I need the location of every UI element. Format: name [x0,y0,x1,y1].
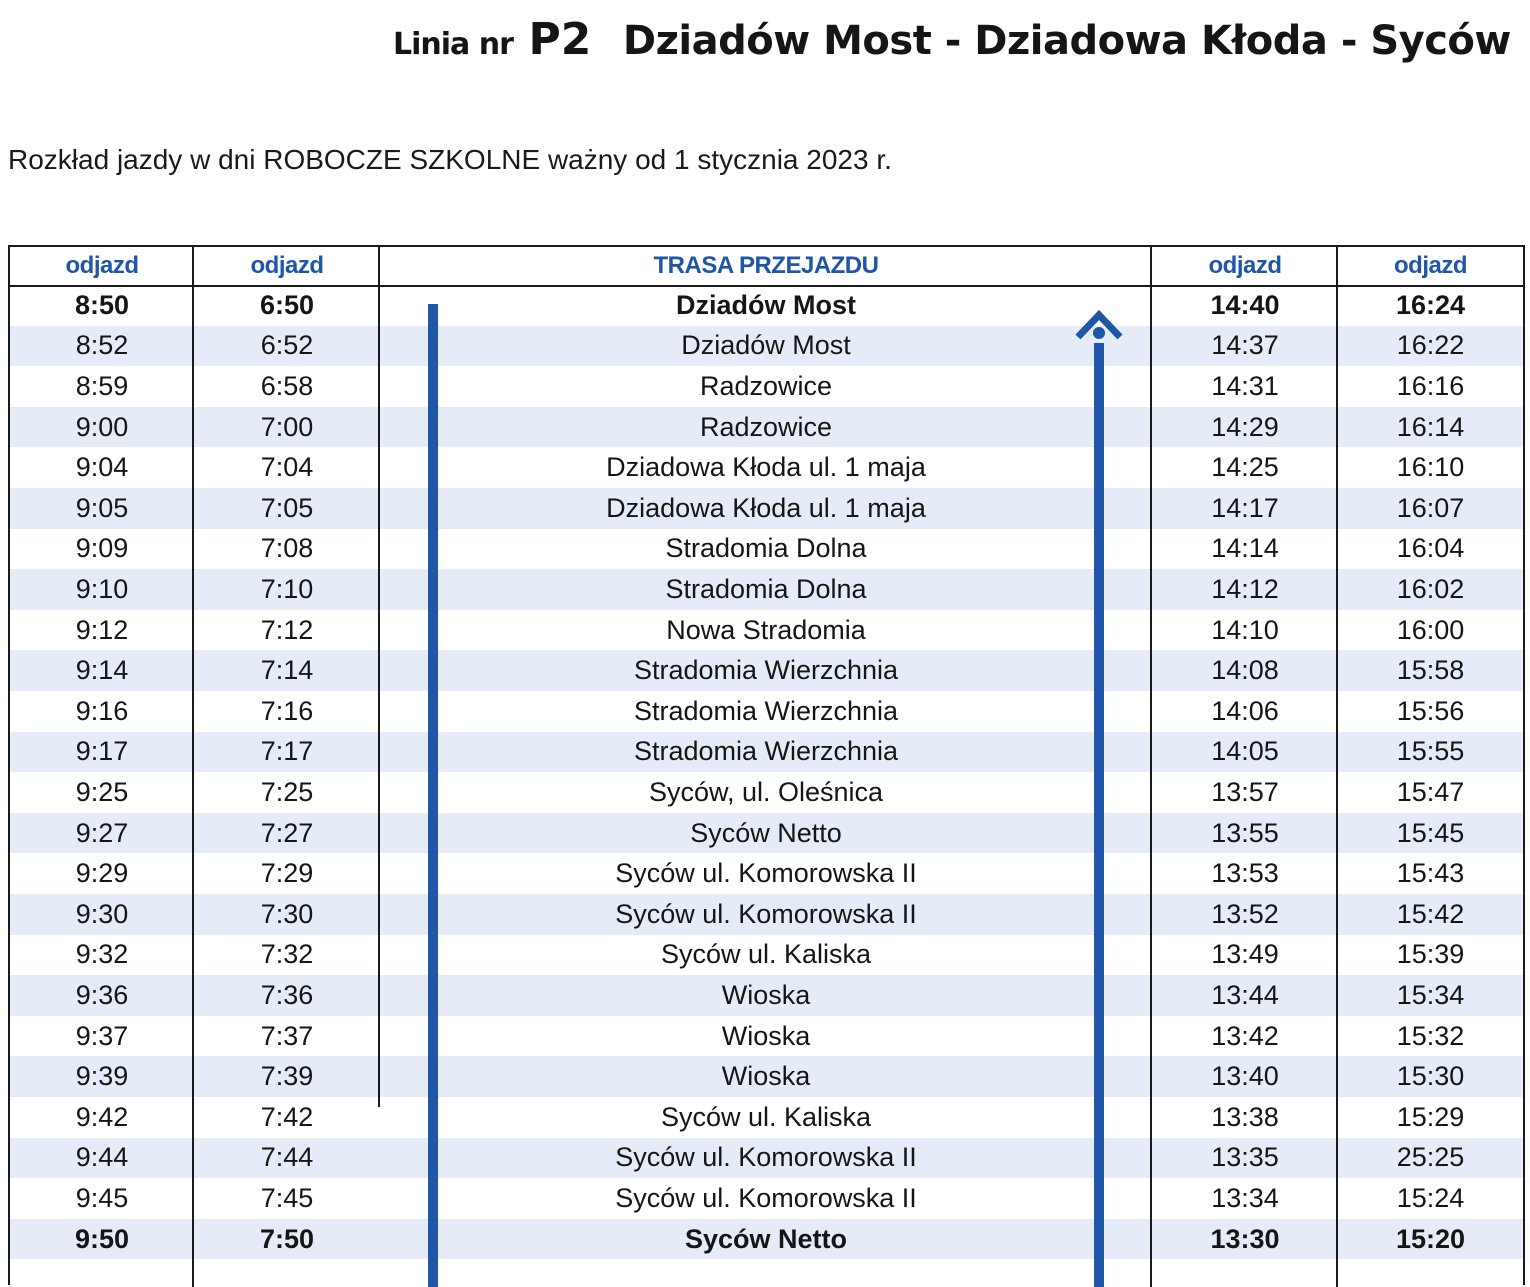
table-row [10,772,1523,813]
table-row [10,1219,1523,1260]
table-row [10,935,1523,976]
departure-time: 14:05 [1211,736,1279,767]
stop-name: Radzowice [699,370,833,401]
departure-time: 7:17 [260,736,314,767]
departure-time: 9:27 [75,817,129,848]
stop-name: Dziadów Most [681,330,851,361]
column-header-route: TRASA PRZEJAZDU [653,252,879,279]
route-up-line [1094,343,1104,1287]
departure-time: 9:09 [75,533,129,564]
departure-time: 13:57 [1211,776,1279,807]
stop-name: Syców ul. Kaliska [660,1101,872,1132]
table-row [10,1097,1523,1138]
departure-time: 16:00 [1396,614,1465,645]
departure-time: 7:12 [260,614,314,645]
column-header: odjazd [65,252,139,279]
timetable [8,245,1525,1285]
departure-time: 7:32 [260,939,314,970]
departure-time: 14:31 [1211,370,1279,401]
departure-time: 14:29 [1211,411,1279,442]
departure-time: 9:39 [75,1061,129,1092]
departure-time: 9:05 [75,492,129,523]
departure-time: 9:17 [75,736,129,767]
departure-time: 14:10 [1211,614,1279,645]
departure-time: 7:14 [260,655,314,686]
table-row [10,285,1523,326]
departure-time: 8:50 [74,289,130,320]
table-row [10,1178,1523,1219]
stop-name: Syców, ul. Oleśnica [648,776,884,807]
departure-time: 7:05 [260,492,314,523]
departure-time: 13:49 [1211,939,1279,970]
stop-name: Wioska [721,979,811,1010]
table-row [10,488,1523,529]
departure-time: 7:10 [260,573,314,604]
table-row [10,1056,1523,1097]
departure-time: 14:17 [1211,492,1279,523]
departure-time: 9:50 [74,1223,130,1254]
stop-name: Syców ul. Komorowska II [615,898,917,929]
route-name: Dziadów Most - Dziadowa Kłoda - Syców [622,18,1511,64]
table-row [10,447,1523,488]
departure-time: 15:30 [1396,1061,1465,1092]
stop-name: Stradomia Dolna [665,573,867,604]
departure-time: 14:12 [1211,573,1279,604]
departure-time: 9:10 [75,573,129,604]
departure-time: 15:55 [1396,736,1465,767]
column-header: odjazd [250,252,324,279]
departure-time: 13:34 [1211,1182,1279,1213]
departure-time: 15:58 [1396,655,1465,686]
stop-name: Syców ul. Kaliska [660,939,872,970]
stop-name: Stradomia Wierzchnia [633,736,899,767]
table-row [10,975,1523,1016]
departure-time: 8:52 [75,330,129,361]
departure-time: 9:25 [75,776,129,807]
table-row [10,529,1523,570]
departure-time: 16:14 [1396,411,1465,442]
departure-time: 13:55 [1211,817,1279,848]
table-row [10,650,1523,691]
departure-time: 9:42 [75,1101,129,1132]
departure-time: 7:42 [260,1101,314,1132]
table-row [10,732,1523,773]
departure-time: 14:37 [1211,330,1279,361]
table-row [10,853,1523,894]
column-divider [192,247,194,1287]
departure-time: 15:56 [1396,695,1465,726]
departure-time: 6:58 [260,370,314,401]
departure-time: 15:20 [1395,1223,1466,1254]
departure-time: 9:44 [75,1142,129,1173]
page-title [393,14,1511,84]
departure-time: 14:14 [1211,533,1279,564]
departure-time: 15:39 [1396,939,1465,970]
departure-time: 15:42 [1396,898,1465,929]
stop-name: Dziadów Most [676,289,856,320]
stop-name: Syców ul. Komorowska II [615,858,917,889]
departure-time: 13:40 [1211,1061,1279,1092]
departure-time: 7:25 [260,776,314,807]
departure-time: 7:37 [260,1020,314,1051]
departure-time: 13:38 [1211,1101,1279,1132]
table-row [10,813,1523,854]
stop-name: Syców ul. Komorowska II [615,1182,917,1213]
departure-time: 15:32 [1396,1020,1465,1051]
departure-time: 9:45 [75,1182,129,1213]
departure-time: 7:16 [260,695,314,726]
departure-time: 16:07 [1396,492,1465,523]
departure-time: 7:27 [260,817,314,848]
departure-time: 7:30 [260,898,314,929]
departure-time: 16:22 [1396,330,1465,361]
departure-time: 7:50 [259,1223,315,1254]
departure-time: 13:44 [1211,979,1279,1010]
stop-name: Dziadowa Kłoda ul. 1 maja [606,452,926,483]
column-divider [1150,247,1152,1287]
departure-time: 16:10 [1396,452,1465,483]
table-row [10,894,1523,935]
departure-time: 7:00 [260,411,314,442]
departure-time: 8:59 [75,370,129,401]
stop-name: Dziadowa Kłoda ul. 1 maja [606,492,926,523]
departure-time: 9:14 [75,655,129,686]
stop-name: Wioska [721,1061,811,1092]
departure-time: 15:47 [1396,776,1465,807]
departure-time: 7:45 [260,1182,314,1213]
table-row [10,1138,1523,1179]
departure-time: 13:42 [1211,1020,1279,1051]
stop-name: Nowa Stradomia [666,614,866,645]
departure-time: 13:52 [1211,898,1279,929]
departure-time: 6:52 [260,330,314,361]
stop-name: Radzowice [699,411,833,442]
departure-time: 9:30 [75,898,129,929]
column-header: odjazd [1208,252,1282,279]
departure-time: 15:45 [1396,817,1465,848]
departure-time: 13:53 [1211,858,1279,889]
departure-time: 14:08 [1211,655,1279,686]
departure-time: 6:50 [259,289,315,320]
table-row [10,326,1523,367]
table-row [10,691,1523,732]
departure-time: 15:24 [1396,1182,1465,1213]
departure-time: 9:00 [75,411,129,442]
departure-time: 14:40 [1210,289,1280,320]
table-row [10,366,1523,407]
stop-name: Syców Netto [684,1223,848,1254]
departure-time: 14:06 [1211,695,1279,726]
departure-time: 9:36 [75,979,129,1010]
stop-name: Syców Netto [690,817,842,848]
departure-time: 16:16 [1396,370,1465,401]
departure-time: 9:29 [75,858,129,889]
departure-time: 25:25 [1396,1142,1465,1173]
table-row [10,610,1523,651]
departure-time: 7:04 [260,452,314,483]
departure-time: 13:35 [1211,1142,1279,1173]
departure-time: 9:04 [75,452,129,483]
schedule-validity: Rozkład jazdy w dni ROBOCZE SZKOLNE ważny od 1 stycznia 2023 r. [8,144,892,175]
departure-time: 14:25 [1211,452,1279,483]
departure-time: 13:30 [1210,1223,1280,1254]
line-prefix: Linia nr [393,27,513,62]
stop-name: Stradomia Wierzchnia [633,695,899,726]
departure-time: 7:29 [260,858,314,889]
departure-time: 7:39 [260,1061,314,1092]
stop-name: Stradomia Dolna [665,533,867,564]
stop-name: Stradomia Wierzchnia [633,655,899,686]
departure-time: 7:08 [260,533,314,564]
departure-time: 9:32 [75,939,129,970]
departure-time: 16:02 [1396,573,1465,604]
table-header-row [10,247,1523,287]
table-row [10,569,1523,610]
departure-time: 9:37 [75,1020,129,1051]
line-number: P2 [528,14,592,65]
departure-time: 7:36 [260,979,314,1010]
up-arrow-icon [1074,305,1124,345]
departure-time: 7:44 [260,1142,314,1173]
departure-time: 15:29 [1396,1101,1465,1132]
stop-name: Syców ul. Komorowska II [615,1142,917,1173]
stop-name: Wioska [721,1020,811,1051]
departure-time: 15:43 [1396,858,1465,889]
table-row [10,407,1523,448]
departure-time: 15:34 [1396,979,1465,1010]
column-divider [378,247,380,1107]
departure-time: 16:24 [1395,289,1466,320]
column-divider [1336,247,1338,1287]
table-row [10,1016,1523,1057]
departure-time: 16:04 [1396,533,1465,564]
departure-time: 9:12 [75,614,129,645]
departure-time: 9:16 [75,695,129,726]
column-header: odjazd [1394,252,1467,279]
route-down-line [428,304,438,1287]
